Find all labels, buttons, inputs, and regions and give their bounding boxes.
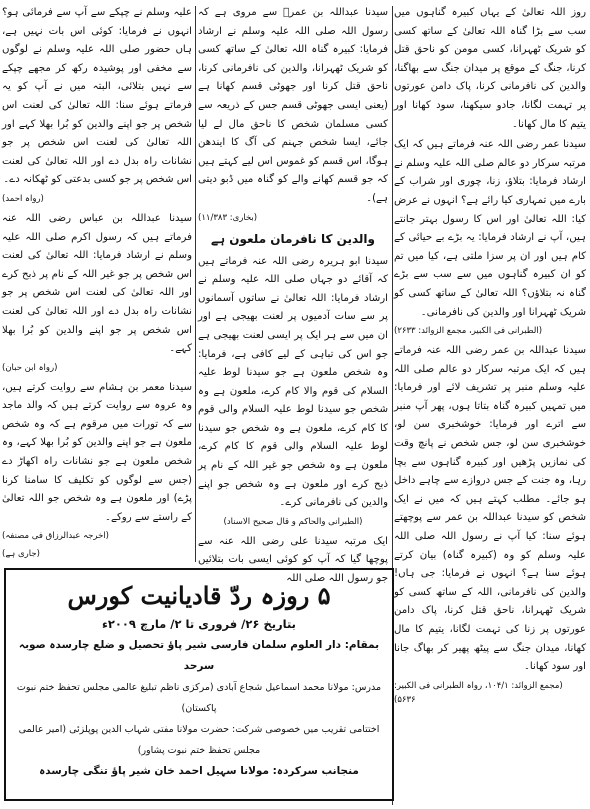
reference: (الطبرانی فی الکبیر، مجمع الزوائد: ۲۶۳۳): [394, 326, 543, 337]
column-divider: [195, 6, 196, 562]
announcement-title: ۵ روزہ ردّ قادیانیت کورس: [67, 581, 331, 610]
reference: (رواہ ابن حبان): [2, 362, 58, 373]
paragraph: سیدنا ابو ہریرہ رضی اللہ عنہ فرماتے ہیں کہ آقائے دو جہاں صلی اللہ علیہ وسلم نے ارشاد فرمایا: اللہ تعالیٰ نے ساتوں آسمانوں پر سے سات آدمیوں پر لعنت بھیجی ہے اور ان میں سے ہر ایک پر ایسی لعنت بھیجی ہے جو اس کی تباہی کے لیے کافی ہے، فرمایا: وہ شخص ملعون ہے جو سیدنا لوط علیہ السلام کی قوم والا کام کرے، ملعون ہے وہ شخص جو سیدنا لوط علیہ السلام والی قوم کا کام کرے، ملعون ہے وہ شخص جو سیدنا لوط علیہ السلام والی قوم کا کام کرے، ملعون ہے وہ شخص جو غیر اللہ کے نام پر ذبح کرے اور ملعون ہے وہ شخص جو اپنے والدین کی نافرمانی کرے۔: [198, 255, 388, 509]
paragraph: روز اللہ تعالیٰ کے یہاں کبیرہ گناہوں میں سب سے بڑا گناہ اللہ تعالیٰ کے ساتھ کسی کو شریک ٹھہرانا، کسی مومن کو ناحق قتل کرنا، جنگ کے موقع پر میدان جنگ سے بھاگنا، والدین کی نافرمانی کرنا، پاک دامن عورتوں پر تہمت لگانا، جادو سیکھنا، سود کھانا اور یتیم کا مال کھانا۔: [394, 7, 586, 130]
announcement-closing-ceremony: اختتامی تقریب میں خصوصی شرکت: حضرت مولانا مفتی شہاب الدین پوپلزئی (امیر عالمی مجلس تحفظ ختم نبوت پشاور): [18, 724, 380, 756]
paragraph: سیدنا عبداللہ بن عمر رضی اللہ عنہ فرماتے ہیں کہ ایک مرتبہ سرکار دو عالم صلی اللہ علیہ وسلم منبر پر تشریف لائے اور فرمایا: میں تمہیں کبیرہ گناہ بتاتا ہوں، پھر آپ منبر سے اترے اور فرمایا: خوشخبری سن لو، خوشخبری سن لو، جس شخص نے پانچ وقت کی نمازیں پڑھیں اور کبیرہ گناہوں سے بچا رہا، وہ جنت کے جس دروازے سے چاہے داخل ہو جائے۔ مطلب کہتے ہیں کہ میں نے ایک شخص کو سیدنا عبداللہ بن عمر سے پوچھتے ہوئے سنا: کیا آپ نے رسول اللہ صلی اللہ علیہ وسلم کو وہ (کبیرہ گناہ) بیان کرتے ہوئے سنا ہے؟ انہوں نے فرمایا: جی ہاں! والدین کی نافرمانی، اللہ کے ساتھ کسی کو شریک ٹھہرانا، ناحق قتل کرنا، پاک دامن عورتوں پر زنا کی تہمت لگانا، یتیم کا مال کھانا، میدان جنگ سے پیٹھ پھیر کر بھاگ جانا اور سود کھانا۔: [394, 345, 586, 673]
announcement-organizer: منجانب سرکردہ: مولانا سہیل احمد خان شیر پاؤ تنگی چارسدہ: [39, 765, 359, 777]
announcement-venue: بمقام: دار العلوم سلمان فارسی شیر پاؤ تحصیل و ضلع چارسدہ صوبہ سرحد: [18, 639, 380, 672]
announcement-dates: بتاریخ ۲۶/ فروری تا ۲/ مارچ ۲۰۰۹ء: [101, 617, 296, 631]
reference: (بخاری: ۱۱/۳۸۳): [198, 212, 258, 223]
left-column: [2, 4, 192, 564]
course-announcement-box: [4, 568, 394, 801]
paragraph: سیدنا معمر بن ہشام سے روایت کرتے ہیں، وہ عروہ سے روایت کرتے ہیں کہ والد ماجد سے کہ تورات میں مرقوم ہے کہ وہ شخص ملعون ہے جو اپنے والدین کو بُرا بھلا کہے، وہ شخص ملعون ہے جو نشانات راہ اکھاڑ دے (جس سے لوگوں کو تکلیف کا سامنا کرنا پڑے) اور ملعون ہے وہ شخص جو اللہ تعالیٰ کے راستے سے روکے۔: [2, 381, 192, 523]
continued-marker: (جاری ہے): [2, 549, 40, 560]
paragraph: سیدنا عمر رضی اللہ عنہ فرماتے ہیں کہ ایک مرتبہ سرکار دو عالم صلی اللہ علیہ وسلم نے ارشاد فرمایا: بتلاؤ، زنا، چوری اور شراب کے بارے میں تمہاری کیا رائے ہے؟ انہوں نے عرض کیا: اللہ تعالیٰ اور اس کا رسول بہتر جانتے ہیں، آپ نے ارشاد فرمایا: یہ بڑے بے حیائی کے کام ہیں اور ان پر سزا ملتی ہے، کیا میں تم کو ان کبیرہ گناہوں میں سے سب سے بڑے گناہ نہ بتلاؤں؟ اللہ تعالیٰ کے ساتھ کسی کو شریک ٹھہرانا اور والدین کی نافرمانی۔: [394, 139, 586, 318]
reference: (الطبرانی والحاکم و قال صحیح الاسناد): [223, 516, 363, 527]
announcement-teacher: مدرس: مولانا محمد اسماعیل شجاع آبادی (مرکزی ناظم تبلیغ عالمی مجلس تحفظ ختم نبوت پاکستان): [16, 682, 382, 714]
right-column: [394, 4, 586, 805]
section-heading: والدین کا نافرمان ملعون ہے: [211, 231, 375, 246]
reference: (رواہ احمد): [2, 193, 44, 204]
paragraph: علیہ وسلم نے چپکے سے آپ سے فرمائی ہو؟ انہوں نے فرمایا: کوئی اس بات نہیں ہے، ہاں حضور صلی اللہ علیہ وسلم نے لوگوں سے مخفی اور پوشیدہ رکھ کر مجھے چپکے سے نہیں بتلائی، البتہ میں نے آپ کو یہ فرماتے ہوئے سنا: اللہ تعالیٰ کی لعنت اس شخص پر جو اپنے والدین کو بُرا بھلا کہے اور اللہ تعالیٰ کی لعنت اس شخص پر جو نشانات راہ بدل دے اور اللہ تعالیٰ کی لعنت اس شخص پر جو کسی بدعتی کو ٹھکانہ دے۔: [2, 7, 192, 186]
paragraph: سیدنا عبداللہ بن عباس رضی اللہ عنہ فرماتے ہیں کہ رسول اکرم صلی اللہ علیہ وسلم نے ارشاد فرمایا: اللہ تعالیٰ کی لعنت اس شخص پر جو غیر اللہ کے نام پر ذبح کرے اور اللہ تعالیٰ کی لعنت اس شخص پر جو نشانات راہ بدل دے اور اللہ تعالیٰ کی لعنت اس شخص پر جو اپنے والدین کو بُرا بھلا کہے۔: [2, 212, 192, 355]
reference: (مجمع الزوائد: ۱۰۴/۱، رواہ الطبرانی فی الکبیر: ۵۶۳۶): [394, 680, 563, 705]
reference: (اخرجہ عبدالرزاق فی مصنفہ): [2, 531, 109, 542]
paragraph: سیدنا عبداللہ بن عمرؓ سے مروی ہے کہ رسول اللہ صلی اللہ علیہ وسلم نے ارشاد فرمایا: کبیرہ گناہ اللہ تعالیٰ کے ساتھ کسی کو شریک ٹھہرانا، والدین کی نافرمانی کرنا، ناحق قتل کرنا اور جھوٹی قسم کھانا ہے (یعنی ایسی جھوٹی قسم جس کے ذریعہ سے کسی مسلمان شخص کا ناحق مال لے لیا جائے، ایسا شخص جہنم کی آگ کا ایندھن ہوگا، اس قسم کو غموس اس لیے کہتے ہیں کہ جو قسم کھانے والے کو گناہ میں ڈبو دیتی ہے)۔: [198, 7, 388, 204]
middle-column: [198, 4, 388, 585]
paragraph: ایک مرتبہ سیدنا علی رضی اللہ عنہ سے پوچھا گیا کہ آپ کو کوئی ایسی بات بتلائیں جو رسول اللہ صلی اللہ: [198, 535, 388, 585]
